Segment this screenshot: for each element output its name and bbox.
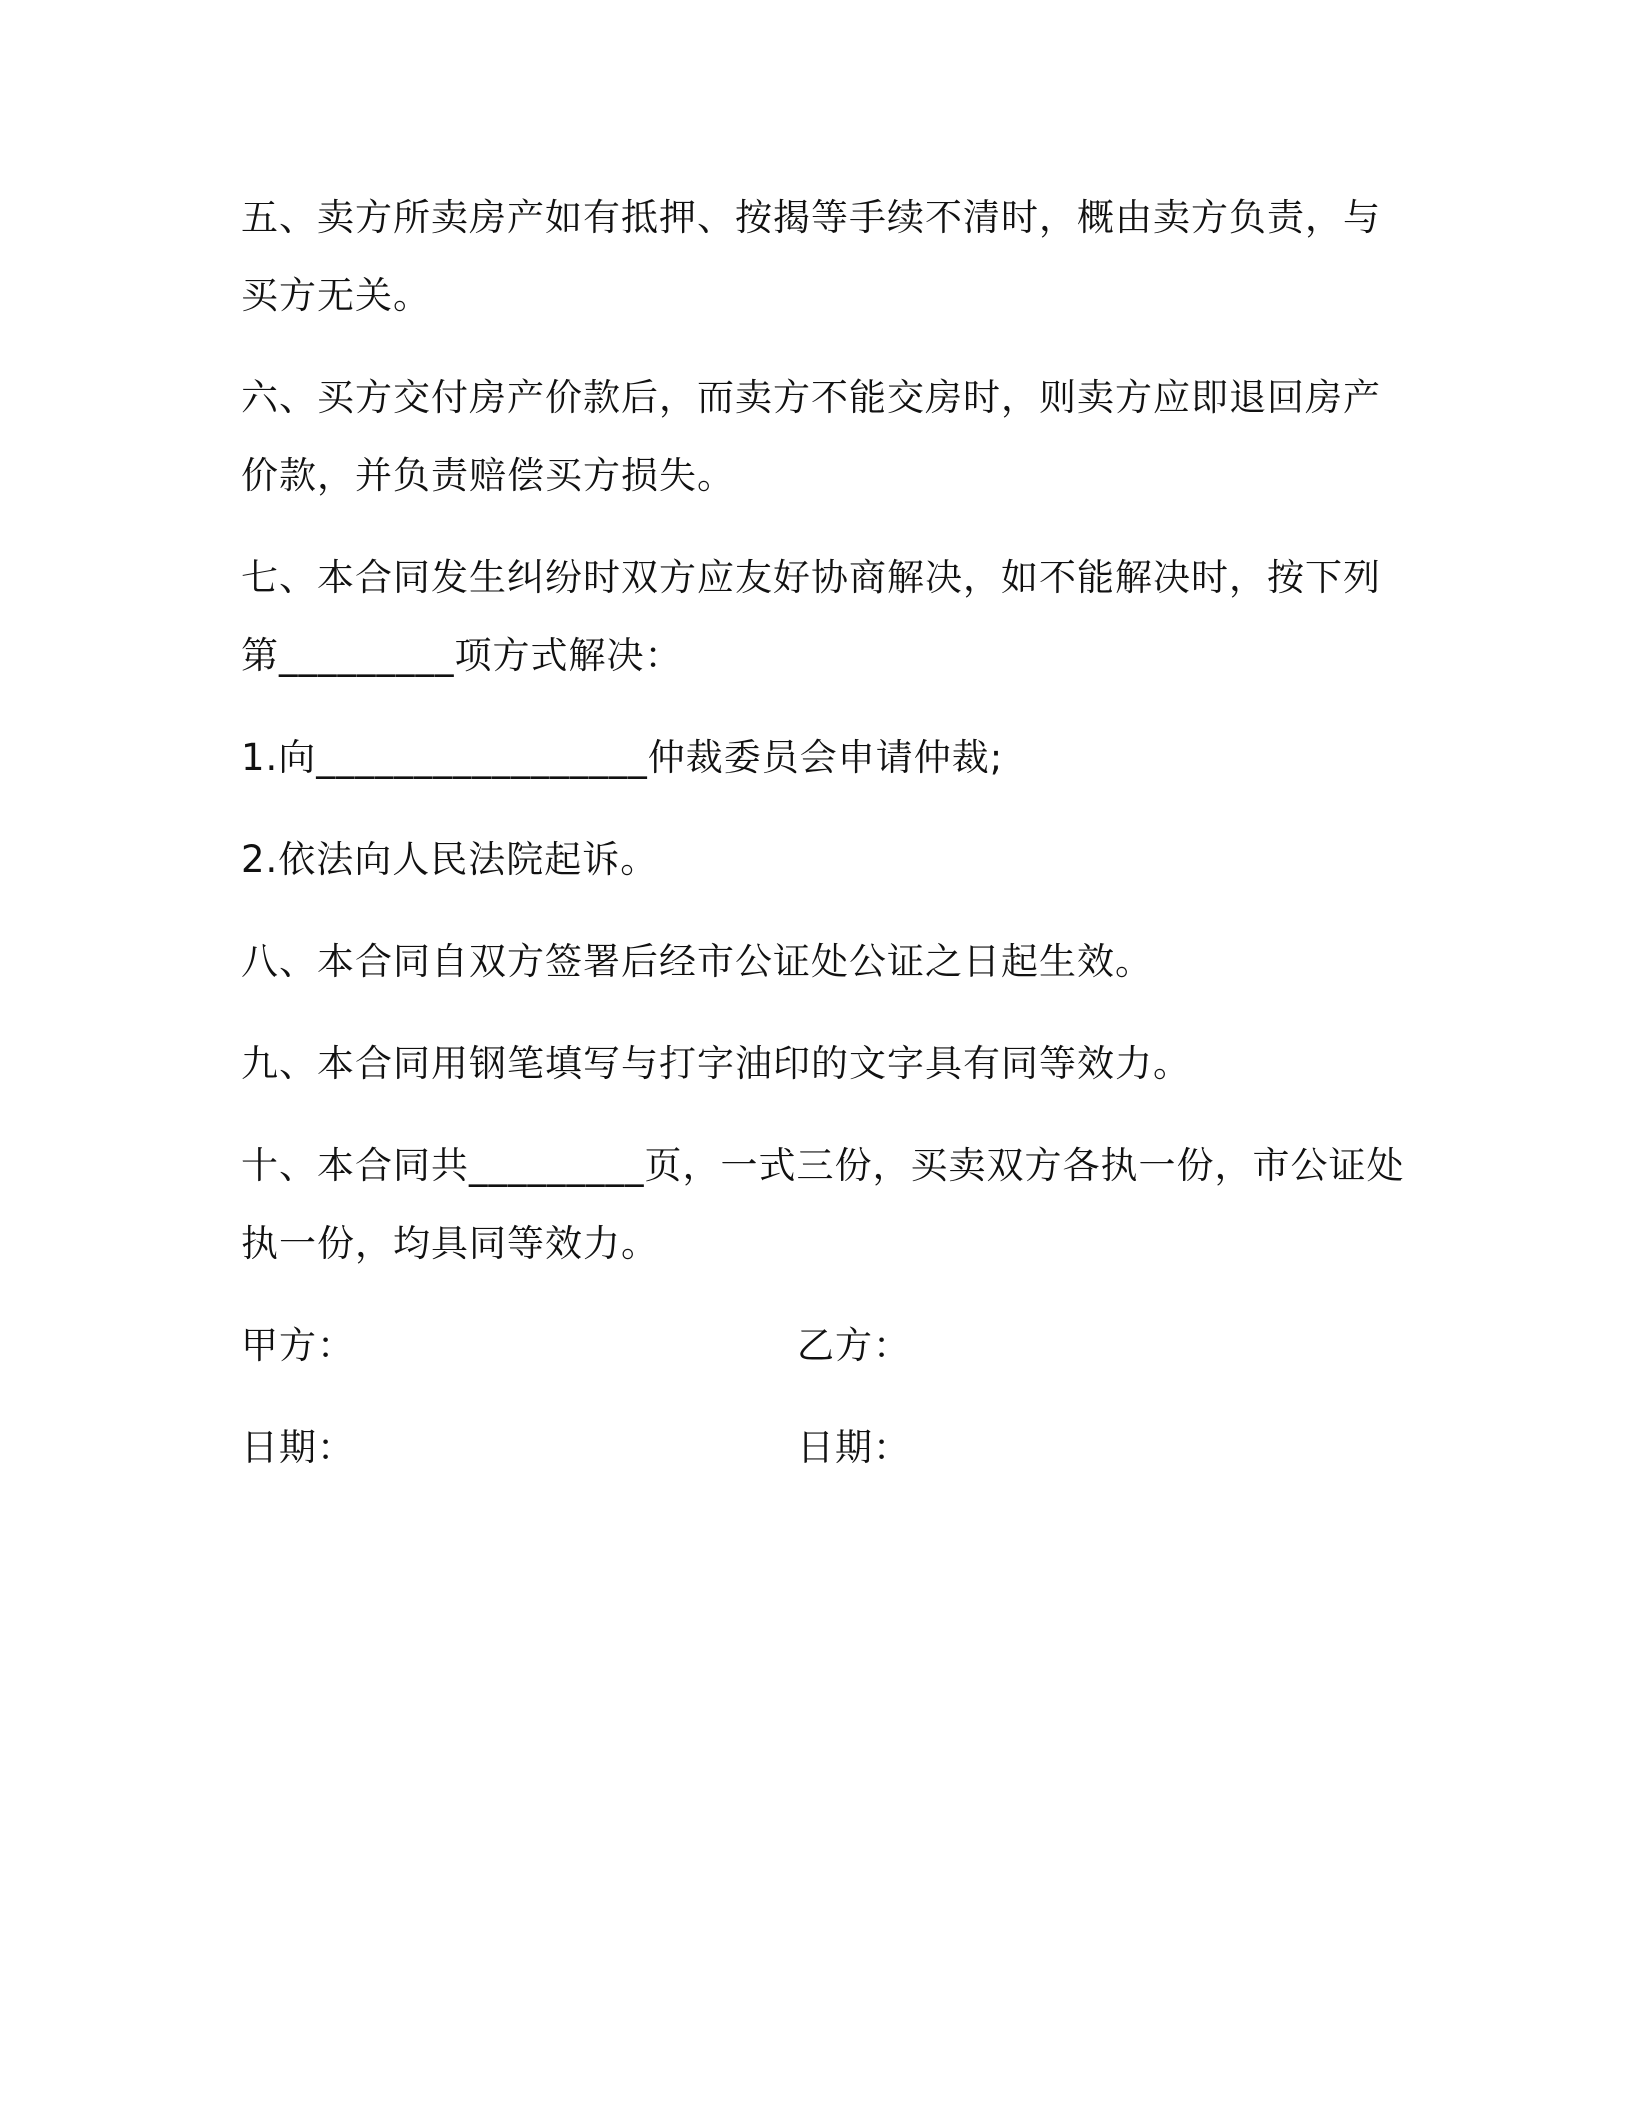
clause-10-line-2: 执一份，均具同等效力。 bbox=[241, 1222, 659, 1265]
date-b-label: 日期： bbox=[797, 1426, 911, 1469]
clause-6-line-1: 六、买方交付房产价款后，而卖方不能交房时，则卖方应即退回房产 bbox=[241, 376, 1381, 419]
clause-7-line-2: 第_________项方式解决： bbox=[241, 634, 683, 677]
clause-7-option-1: 1.向_________________仲裁委员会申请仲裁; bbox=[241, 736, 1004, 779]
clause-10-line-1: 十、本合同共_________页，一式三份，买卖双方各执一份，市公证处 bbox=[241, 1144, 1405, 1187]
party-b-label: 乙方： bbox=[797, 1324, 911, 1367]
clause-7-option-2: 2.依法向人民法院起诉。 bbox=[241, 838, 659, 881]
clause-6-line-2: 价款，并负责赔偿买方损失。 bbox=[241, 454, 735, 497]
clause-5-line-2: 买方无关。 bbox=[241, 274, 431, 317]
party-a-label: 甲方： bbox=[241, 1324, 355, 1367]
clause-9: 九、本合同用钢笔填写与打字油印的文字具有同等效力。 bbox=[241, 1042, 1191, 1085]
clause-5-line-1: 五、卖方所卖房产如有抵押、按揭等手续不清时，概由卖方负责，与 bbox=[241, 196, 1381, 239]
clause-7-line-1: 七、本合同发生纠纷时双方应友好协商解决，如不能解决时，按下列 bbox=[241, 556, 1381, 599]
date-a-label: 日期： bbox=[241, 1426, 355, 1469]
clause-8: 八、本合同自双方签署后经市公证处公证之日起生效。 bbox=[241, 940, 1153, 983]
